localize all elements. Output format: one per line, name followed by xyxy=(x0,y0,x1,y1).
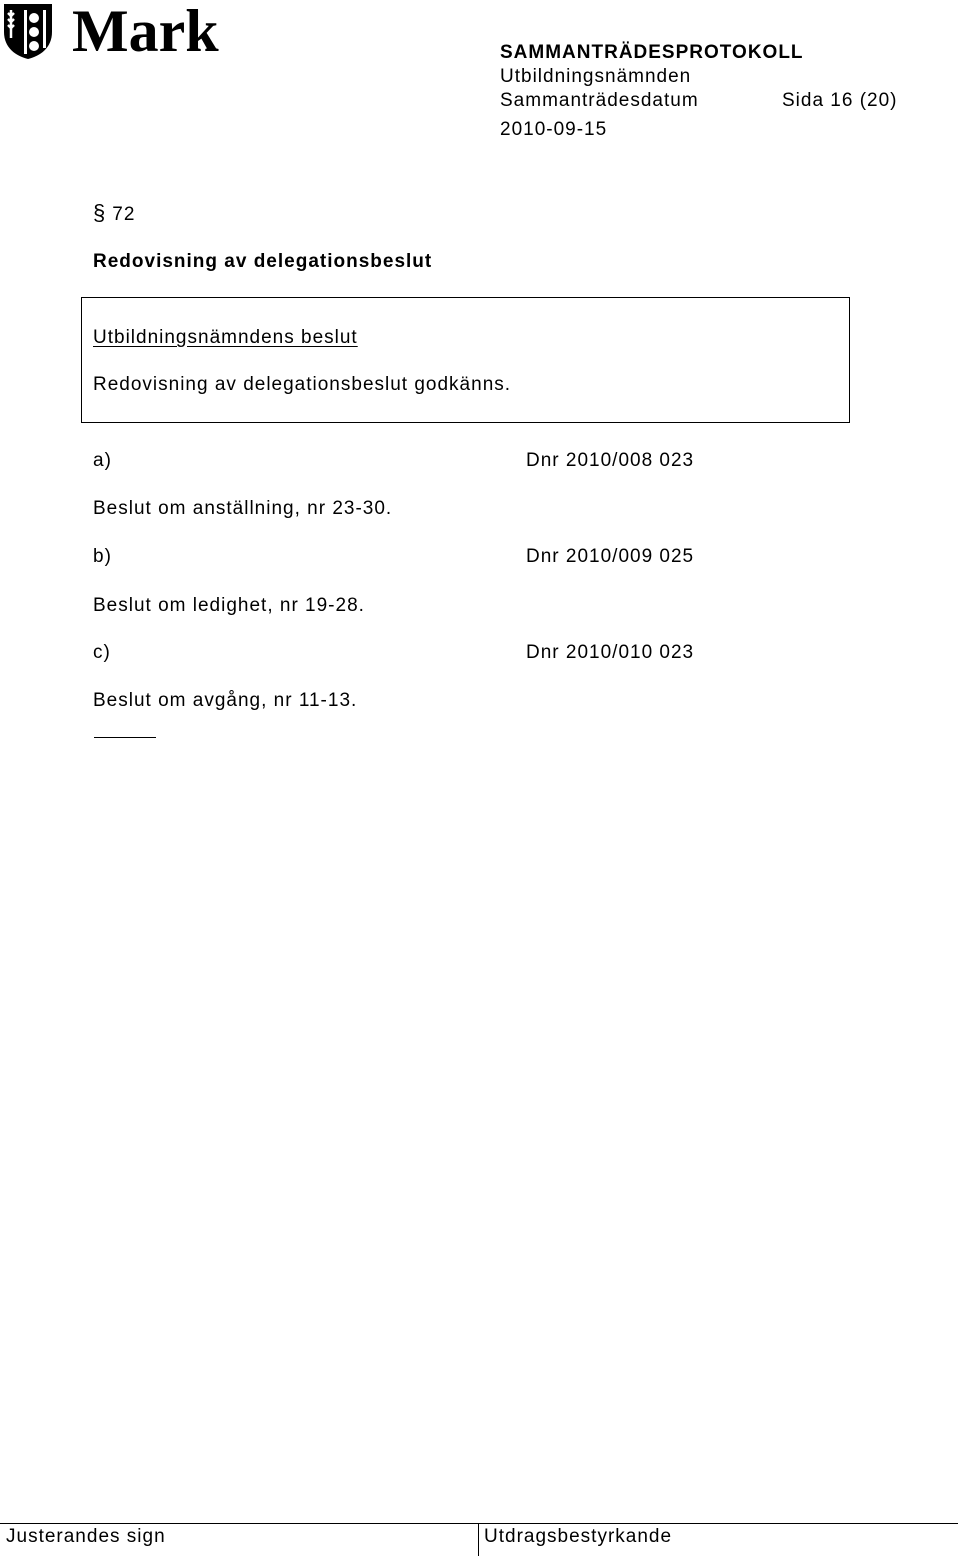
footer-column-divider xyxy=(478,1523,479,1556)
item-letter: b) xyxy=(93,546,112,567)
board-name: Utbildningsnämnden xyxy=(500,66,692,87)
footer-certification-label: Utdragsbestyrkande xyxy=(484,1526,673,1547)
meeting-date: 2010-09-15 xyxy=(500,119,608,140)
item-description: Beslut om ledighet, nr 19-28. xyxy=(93,595,365,616)
meeting-date-label: Sammanträdesdatum xyxy=(500,90,699,111)
paragraph-symbol: § xyxy=(93,200,107,225)
item-description: Beslut om anställning, nr 23-30. xyxy=(93,498,393,519)
item-dnr: Dnr 2010/009 025 xyxy=(526,546,695,567)
page-number: Sida 16 (20) xyxy=(782,90,898,111)
item-dnr: Dnr 2010/008 023 xyxy=(526,450,695,471)
decision-text: Redovisning av delegationsbeslut godkänns. xyxy=(93,374,512,395)
item-description: Beslut om avgång, nr 11-13. xyxy=(93,690,358,711)
section-end-divider xyxy=(94,737,156,738)
item-letter: a) xyxy=(93,450,112,471)
municipal-coat-of-arms-icon xyxy=(2,2,54,60)
item-letter: c) xyxy=(93,642,111,663)
section-heading: Redovisning av delegationsbeslut xyxy=(93,251,433,272)
logo-wordmark: Mark xyxy=(72,0,219,64)
footer-divider-line xyxy=(0,1523,958,1524)
decision-box xyxy=(81,297,850,423)
decision-label: Utbildningsnämndens beslut xyxy=(93,327,358,348)
paragraph-number xyxy=(93,201,135,227)
protocol-title: SAMMANTRÄDESPROTOKOLL xyxy=(500,42,804,63)
item-dnr: Dnr 2010/010 023 xyxy=(526,642,695,663)
footer-signature-label: Justerandes sign xyxy=(6,1526,166,1547)
paragraph-number-value: 72 xyxy=(112,204,136,225)
